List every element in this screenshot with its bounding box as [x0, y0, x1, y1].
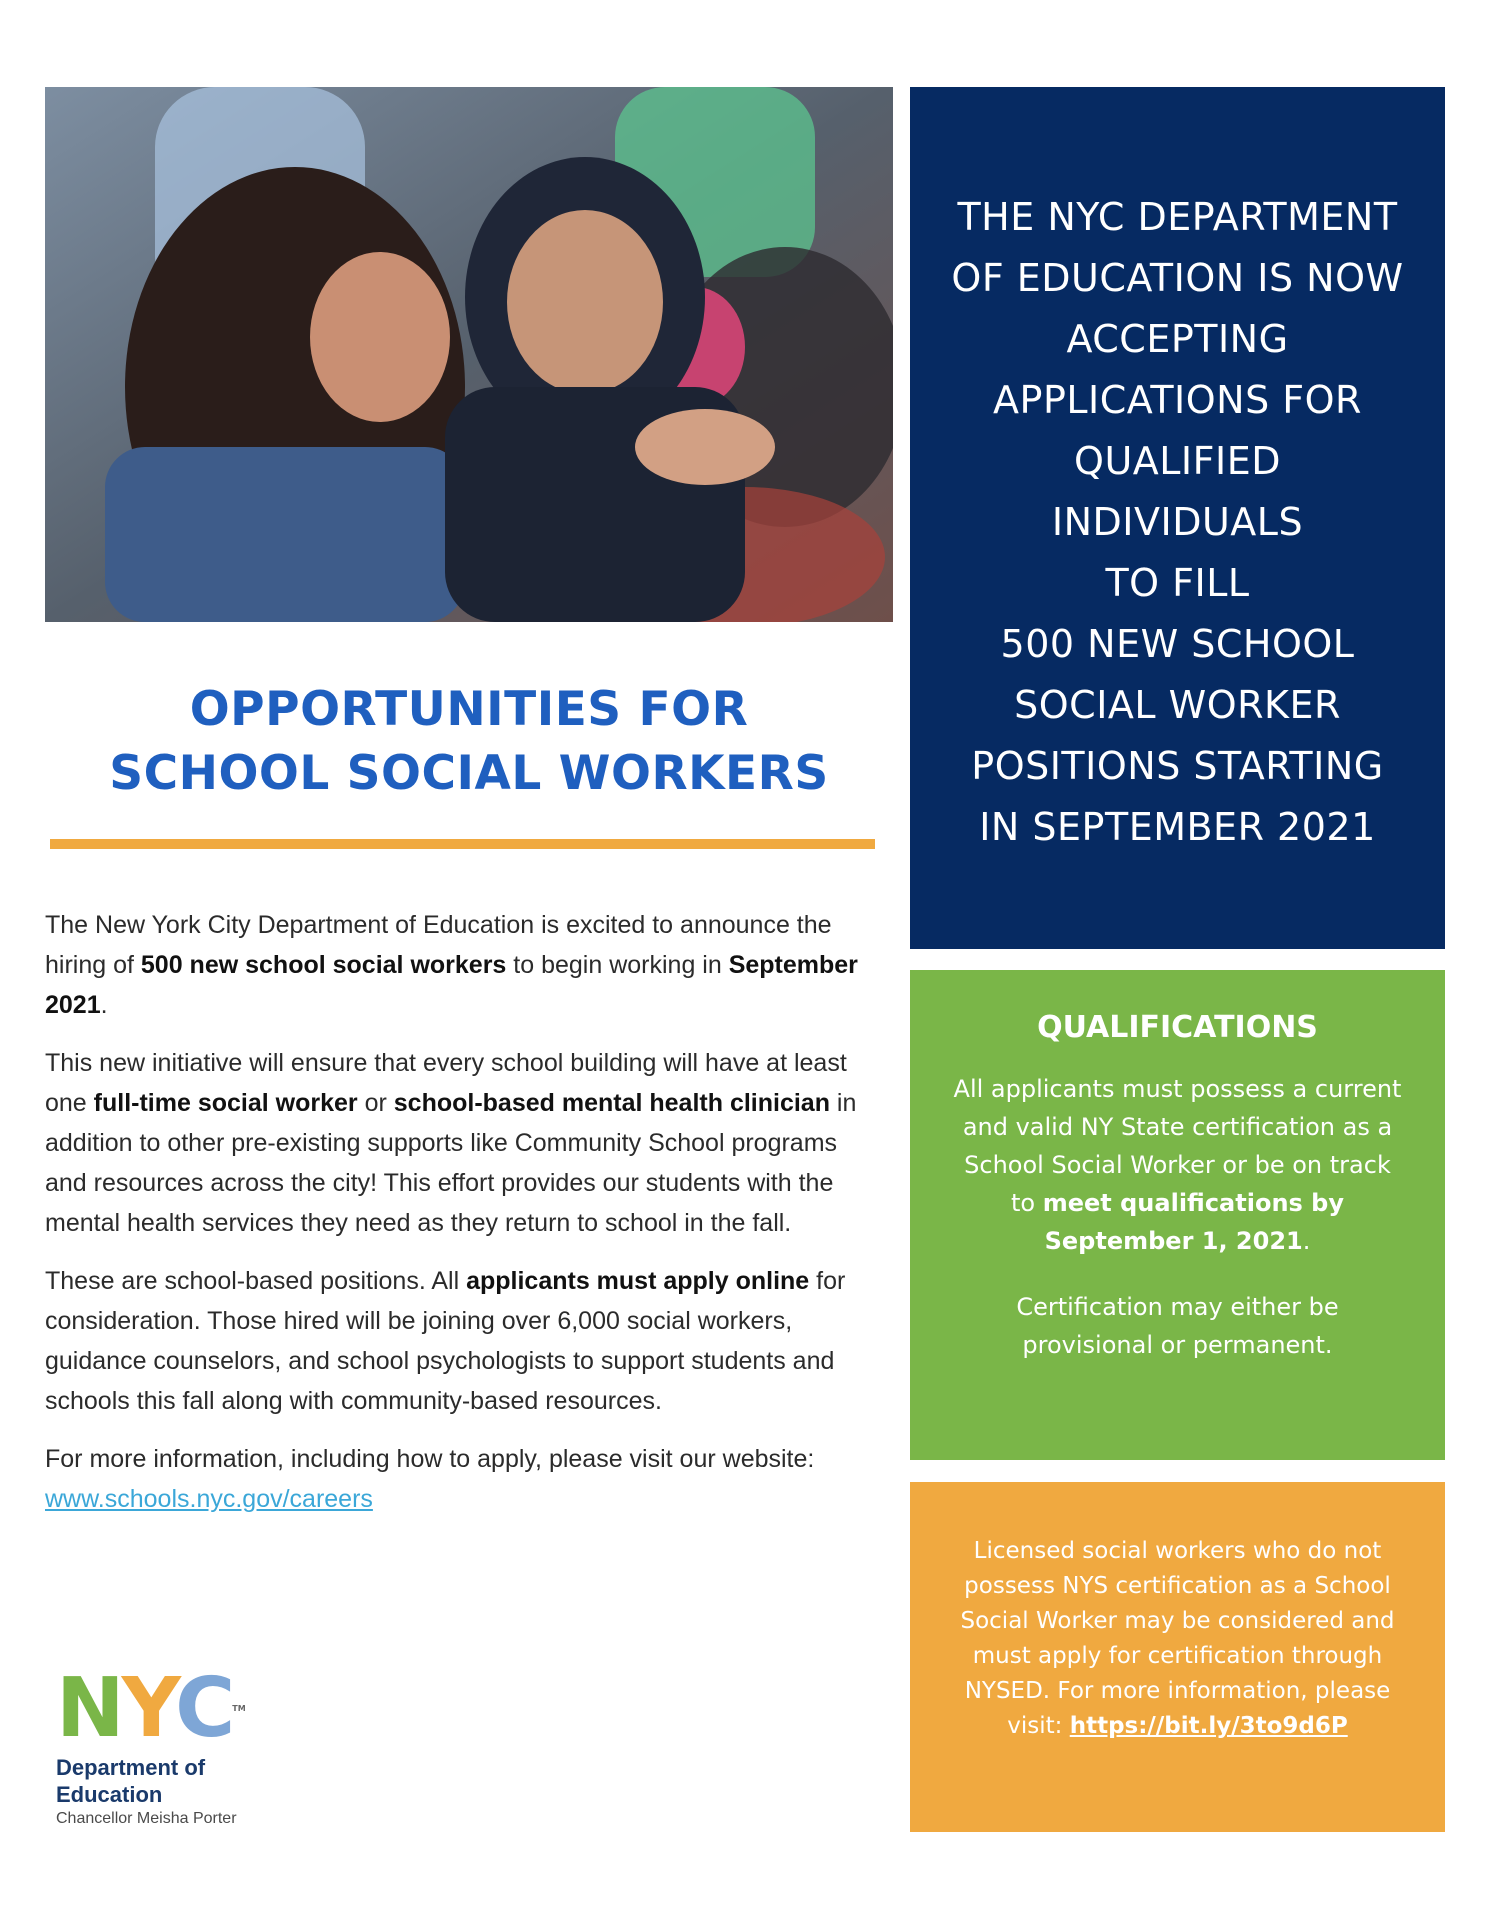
logo-dept-line-1: Department of [56, 1755, 206, 1780]
p3-text-c: for consideration. Those hired will be joining over 6,000 social workers, guidance counselors, and school psychologists to support students and schools this fall along with community-based resources. [45, 1267, 846, 1415]
announcement-box [910, 87, 1445, 949]
logo-trademark: TM [232, 1704, 246, 1713]
p2-text-c: or [357, 1089, 394, 1117]
p2-bold-fulltime: full-time social worker [93, 1089, 358, 1117]
p1-text-c: to begin working in [506, 951, 729, 979]
logo-letter-n: N [56, 1661, 122, 1756]
announcement-line: ACCEPTING [1066, 317, 1289, 361]
p2-text-a: This new initiative will ensure that every school building will have at least one [45, 1049, 847, 1117]
announcement-line: POSITIONS STARTING [971, 744, 1384, 788]
paragraph-more-info [45, 1439, 885, 1519]
qualifications-box [910, 970, 1445, 1460]
announcement-line: THE NYC DEPARTMENT [957, 195, 1398, 239]
p1-text-a: The New York City Department of Education is excited to announce the hiring of [45, 911, 832, 979]
nysed-link[interactable]: https://bit.ly/3to9d6P [1069, 1713, 1348, 1739]
hero-photo-illustration [45, 87, 893, 622]
qualifications-deadline: meet qualifications by September 1, 2021 [1042, 1189, 1344, 1255]
hero-photo [45, 87, 893, 622]
licensed-workers-box [910, 1482, 1445, 1832]
logo-department-name [56, 1754, 296, 1808]
p1-bold-positions: 500 new school social workers [140, 951, 507, 979]
title-underline-divider [50, 839, 875, 849]
p2-bold-clinician: school-based mental health clinician [393, 1089, 830, 1117]
qualifications-text-end: . [1302, 1227, 1311, 1255]
qualifications-title: QUALIFICATIONS [1037, 1010, 1318, 1045]
paragraph-announcement [45, 905, 885, 1025]
qualifications-certification-note: Certification may either be provisional or permanent. [1016, 1293, 1339, 1359]
announcement-line: INDIVIDUALS [1051, 500, 1304, 544]
announcement-line: QUALIFIED [1074, 439, 1281, 483]
p1-bold-date: September 2021 [45, 951, 858, 1019]
qualifications-text: All applicants must possess a current and valid NY State certification as a School Social Worker or be on track to [953, 1075, 1402, 1217]
announcement-line: 500 NEW SCHOOL [1000, 622, 1355, 666]
announcement-line: IN SEPTEMBER 2021 [979, 805, 1376, 849]
logo-letter-y: Y [121, 1661, 176, 1756]
logo-letter-c: C [175, 1661, 233, 1756]
qualifications-requirement [950, 1070, 1405, 1260]
nyc-doe-logo [56, 1661, 296, 1830]
page-title-line-2: SCHOOL SOCIAL WORKERS [109, 746, 829, 801]
p3-bold-apply-online: applicants must apply online [466, 1267, 810, 1295]
p1-text-e: . [100, 991, 108, 1019]
licensed-workers-text: Licensed social workers who do not possess NYS certification as a School Social Worker may be considered and must apply for certification through NYSED. For more information, please visit: [960, 1538, 1395, 1739]
announcement-line: TO FILL [1105, 561, 1250, 605]
nyc-logo-mark [56, 1661, 296, 1756]
announcement-line: OF EDUCATION IS NOW [951, 256, 1404, 300]
page-title [45, 678, 893, 806]
body-copy [45, 905, 885, 1537]
announcement-line: SOCIAL WORKER [1014, 683, 1341, 727]
announcement-line: APPLICATIONS FOR [993, 378, 1362, 422]
p3-text-a: These are school-based positions. All [45, 1267, 467, 1295]
logo-chancellor: Chancellor Meisha Porter [56, 1810, 237, 1827]
p2-text-e: in addition to other pre-existing supports like Community School programs and resources across the city! This effort provides our students with the mental health services they need as they return to school in the fall. [45, 1089, 857, 1237]
paragraph-positions [45, 1261, 885, 1421]
page-title-line-1: OPPORTUNITIES FOR [189, 682, 749, 737]
logo-dept-line-2: Education [56, 1782, 163, 1807]
paragraph-initiative [45, 1043, 885, 1243]
p4-text-a: For more information, including how to apply, please visit our website: [45, 1445, 815, 1473]
careers-link[interactable]: www.schools.nyc.gov/careers [45, 1485, 373, 1513]
